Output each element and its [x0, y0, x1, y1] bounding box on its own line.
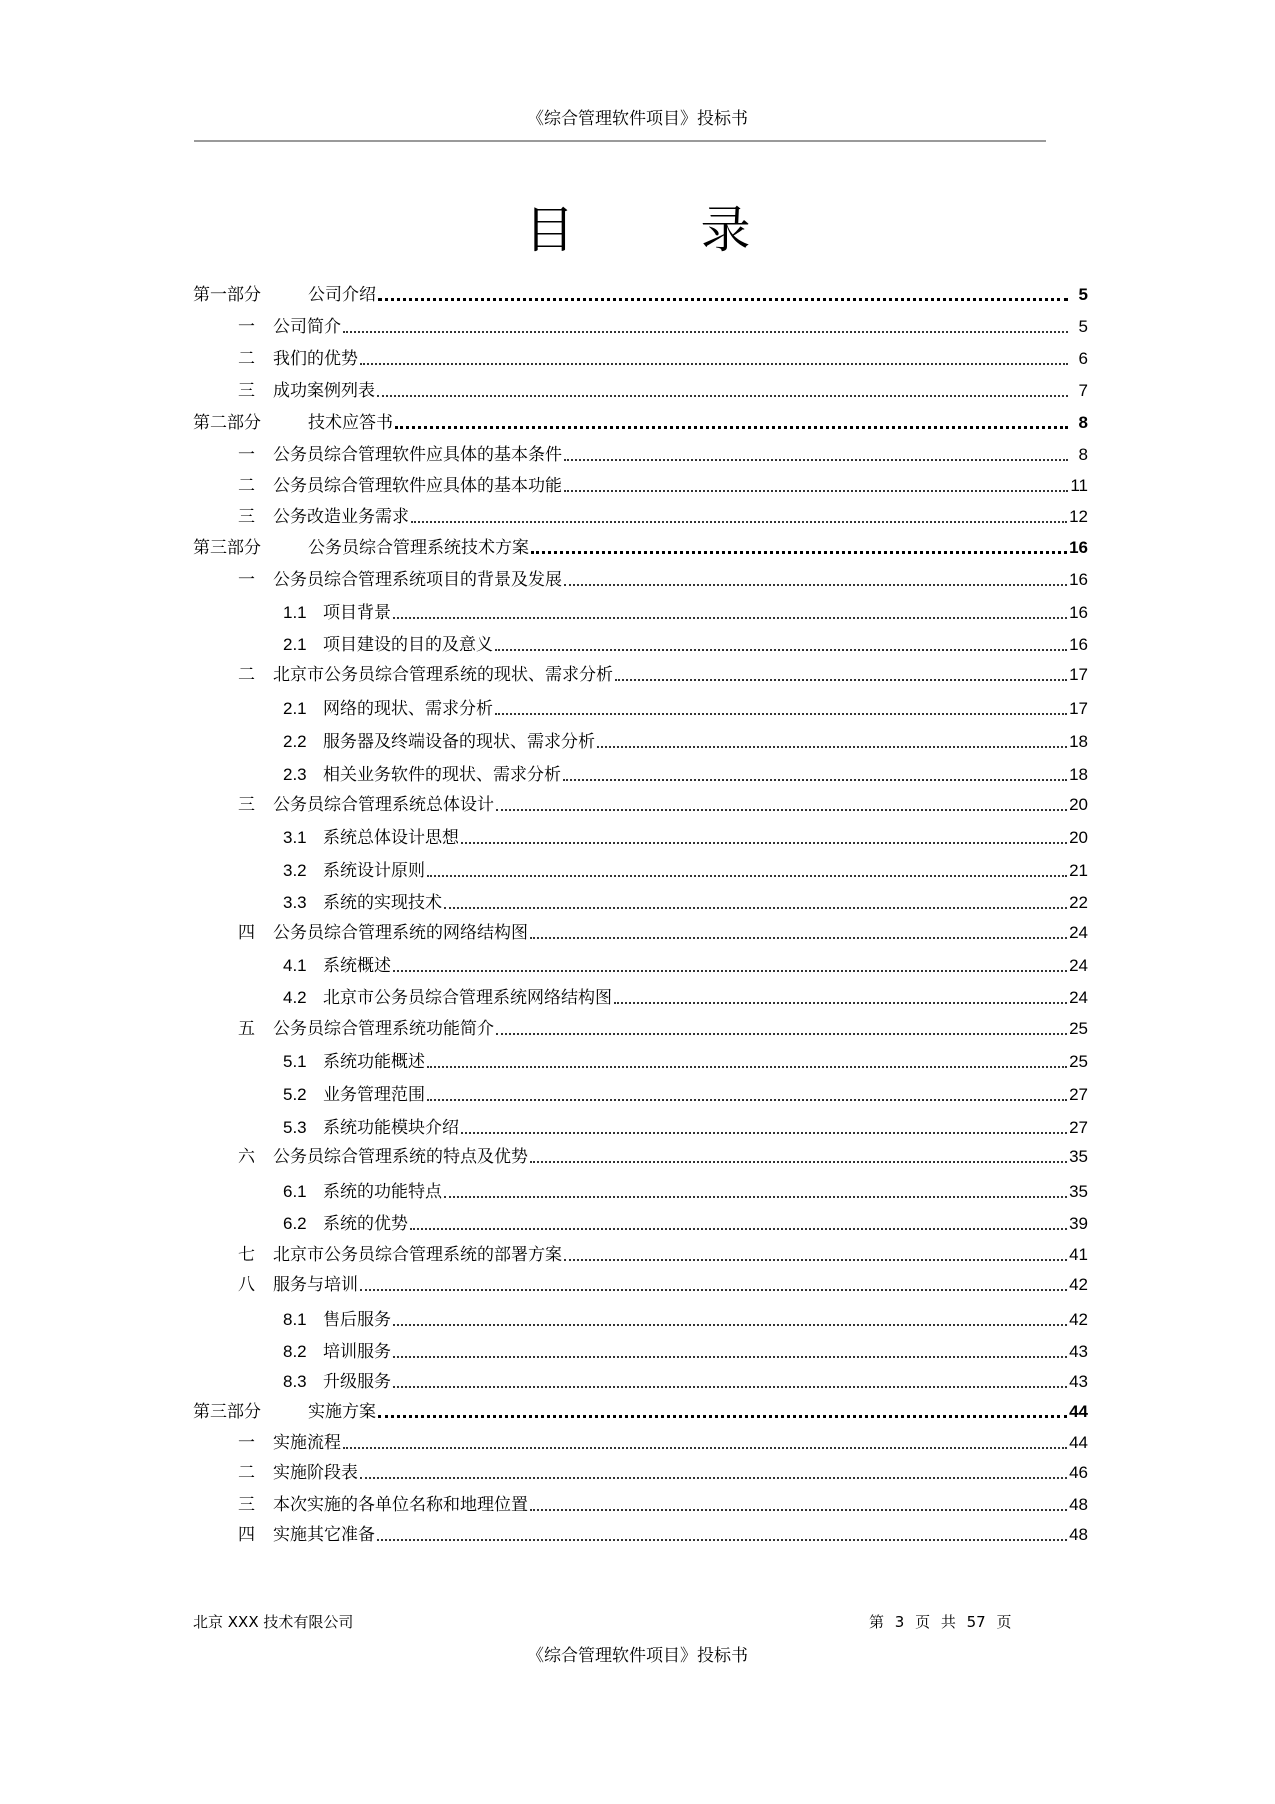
- toc-dot-leader: [461, 818, 1067, 844]
- toc-dot-leader: [360, 339, 1068, 365]
- toc-entry-number: 三: [238, 795, 255, 815]
- toc-entry-title: 实施其它准备: [273, 1525, 375, 1545]
- toc-entry-page: 12: [1069, 507, 1088, 526]
- toc-entry-title: 系统的实现技术: [323, 893, 442, 913]
- toc-entry-number: 六: [238, 1147, 255, 1167]
- toc-entry[interactable]: [193, 1431, 1088, 1455]
- toc-dot-leader: [393, 1300, 1067, 1326]
- toc-entry-page: 18: [1069, 732, 1088, 751]
- toc-entry-page: 27: [1069, 1085, 1088, 1104]
- toc-dot-leader: [427, 1042, 1067, 1068]
- toc-entry[interactable]: [193, 1308, 1088, 1332]
- toc-entry[interactable]: [193, 1340, 1088, 1364]
- toc-entry-title: 系统功能概述: [323, 1052, 425, 1072]
- toc-dot-leader: [377, 371, 1068, 397]
- toc-entry-number: 七: [238, 1245, 255, 1265]
- toc-entry-page: 8: [1078, 445, 1088, 464]
- toc-dot-leader: [378, 274, 1068, 301]
- toc-entry[interactable]: [193, 663, 1088, 687]
- toc-entry-title: 实施流程: [273, 1433, 341, 1453]
- toc-dot-leader: [563, 755, 1067, 781]
- toc-dot-leader: [444, 883, 1067, 909]
- toc-entry-page: 43: [1069, 1342, 1088, 1361]
- toc-entry-number: 二: [238, 476, 255, 496]
- toc-entry[interactable]: [193, 826, 1088, 850]
- toc-entry-page: 41: [1069, 1245, 1088, 1264]
- toc-entry[interactable]: [193, 315, 1088, 339]
- toc-entry-title: 公务员综合管理系统技术方案: [308, 538, 529, 558]
- toc-entry-title: 服务与培训: [273, 1275, 358, 1295]
- toc-entry[interactable]: [193, 474, 1088, 498]
- toc-entry[interactable]: [193, 697, 1088, 721]
- toc-entry-number: 第三部分: [193, 538, 261, 558]
- toc-entry-title: 项目背景: [323, 603, 391, 623]
- toc-entry-title: 售后服务: [323, 1310, 391, 1330]
- toc-entry-title: 公务员综合管理系统项目的背景及发展: [273, 570, 562, 590]
- toc-dot-leader: [393, 593, 1067, 619]
- page-title: 目 录: [524, 201, 806, 259]
- toc-entry[interactable]: [193, 986, 1088, 1010]
- toc-entry[interactable]: [193, 1461, 1088, 1485]
- toc-entry-title: 技术应答书: [308, 413, 393, 433]
- toc-entry-number: 五: [238, 1019, 255, 1039]
- toc-entry[interactable]: [193, 347, 1088, 371]
- toc-dot-leader: [411, 497, 1067, 523]
- toc-entry-title: 北京市公务员综合管理系统网络结构图: [323, 988, 612, 1008]
- toc-entry[interactable]: [193, 1145, 1088, 1169]
- toc-dot-leader: [614, 978, 1067, 1004]
- toc-entry-title: 北京市公务员综合管理系统的现状、需求分析: [273, 665, 613, 685]
- toc-entry[interactable]: [193, 568, 1088, 592]
- toc-entry-title: 服务器及终端设备的现状、需求分析: [323, 732, 595, 752]
- toc-entry-page: 44: [1069, 1402, 1088, 1421]
- toc-entry[interactable]: [193, 1017, 1088, 1041]
- toc-entry-title: 系统总体设计思想: [323, 828, 459, 848]
- toc-entry-page: 6: [1078, 349, 1088, 368]
- toc-entry-title: 公司介绍: [308, 285, 376, 305]
- toc-entry-page: 27: [1069, 1118, 1088, 1137]
- toc-dot-leader: [495, 625, 1067, 651]
- toc-entry-number: 二: [238, 349, 255, 369]
- toc-entry-page: 18: [1069, 765, 1088, 784]
- toc-entry[interactable]: [193, 633, 1088, 657]
- toc-dot-leader: [530, 1137, 1067, 1163]
- toc-entry-title: 项目建设的目的及意义: [323, 635, 493, 655]
- toc-entry-title: 公务员综合管理系统的网络结构图: [273, 923, 528, 943]
- toc-dot-leader: [531, 527, 1067, 554]
- toc-dot-leader: [564, 560, 1067, 586]
- toc-dot-leader: [597, 722, 1067, 748]
- toc-dot-leader: [564, 435, 1068, 461]
- toc-entry[interactable]: [193, 1400, 1088, 1424]
- next-page-header-title: 《综合管理软件项目》投标书: [527, 1646, 748, 1666]
- toc-entry-page: 17: [1069, 665, 1088, 684]
- toc-entry[interactable]: [193, 536, 1088, 560]
- toc-entry-title: 培训服务: [323, 1342, 391, 1362]
- toc-entry-page: 25: [1069, 1052, 1088, 1071]
- toc-entry-page: 5: [1078, 317, 1088, 336]
- toc-entry-page: 16: [1069, 635, 1088, 654]
- toc-entry-number: 第二部分: [193, 413, 261, 433]
- toc-entry[interactable]: [193, 1083, 1088, 1107]
- toc-entry-number: 一: [238, 317, 255, 337]
- toc-entry-title: 系统概述: [323, 956, 391, 976]
- toc-entry[interactable]: [193, 505, 1088, 529]
- toc-entry-number: 3.3: [283, 893, 307, 912]
- toc-entry[interactable]: [193, 411, 1088, 435]
- toc-entry-number: 四: [238, 923, 255, 943]
- toc-entry-title: 公司简介: [273, 317, 341, 337]
- running-header-title: 《综合管理软件项目》投标书: [527, 109, 748, 129]
- toc-entry-number: 2.3: [283, 765, 307, 784]
- toc-entry[interactable]: [193, 1212, 1088, 1236]
- toc-entry-page: 7: [1078, 381, 1088, 400]
- toc-dot-leader: [410, 1204, 1067, 1230]
- toc-entry-page: 24: [1069, 923, 1088, 942]
- toc-dot-leader: [343, 1423, 1067, 1449]
- toc-entry-title: 网络的现状、需求分析: [323, 699, 493, 719]
- toc-entry-title: 公务员综合管理软件应具体的基本功能: [273, 476, 562, 496]
- toc-entry[interactable]: [193, 1523, 1088, 1547]
- toc-entry[interactable]: [193, 379, 1088, 403]
- toc-entry-page: 35: [1069, 1147, 1088, 1166]
- toc-entry-number: 一: [238, 1433, 255, 1453]
- toc-entry-title: 北京市公务员综合管理系统的部署方案: [273, 1245, 562, 1265]
- toc-entry-page: 17: [1069, 699, 1088, 718]
- toc-entry-title: 相关业务软件的现状、需求分析: [323, 765, 561, 785]
- toc-dot-leader: [427, 1075, 1067, 1101]
- toc-entry-page: 24: [1069, 988, 1088, 1007]
- toc-entry[interactable]: [193, 601, 1088, 625]
- toc-entry-page: 42: [1069, 1275, 1088, 1294]
- toc-entry[interactable]: [193, 1493, 1088, 1517]
- toc-dot-leader: [395, 402, 1068, 429]
- toc-entry-page: 42: [1069, 1310, 1088, 1329]
- toc-entry-page: 48: [1069, 1495, 1088, 1514]
- toc-dot-leader: [530, 1485, 1067, 1511]
- toc-dot-leader: [393, 1332, 1067, 1358]
- toc-entry-number: 6.1: [283, 1182, 307, 1201]
- toc-entry[interactable]: [193, 954, 1088, 978]
- toc-entry-page: 22: [1069, 893, 1088, 912]
- toc-dot-leader: [378, 1391, 1067, 1418]
- toc-entry-number: 三: [238, 507, 255, 527]
- toc-entry-number: 8.2: [283, 1342, 307, 1361]
- toc-entry[interactable]: [193, 1243, 1088, 1267]
- toc-entry-title: 公务改造业务需求: [273, 507, 409, 527]
- toc-entry-page: 8: [1078, 413, 1088, 432]
- toc-entry-number: 5.1: [283, 1052, 307, 1071]
- toc-dot-leader: [377, 1515, 1067, 1541]
- toc-dot-leader: [564, 466, 1068, 492]
- toc-entry-page: 5: [1078, 285, 1088, 304]
- toc-dot-leader: [496, 1009, 1067, 1035]
- toc-entry-page: 25: [1069, 1019, 1088, 1038]
- toc-entry-page: 48: [1069, 1525, 1088, 1544]
- toc-entry-title: 系统功能模块介绍: [323, 1118, 459, 1138]
- toc-entry-title: 升级服务: [323, 1372, 391, 1392]
- toc-entry[interactable]: [193, 730, 1088, 754]
- toc-dot-leader: [530, 913, 1067, 939]
- toc-entry-number: 三: [238, 381, 255, 401]
- toc-entry-page: 43: [1069, 1372, 1088, 1391]
- toc-entry-number: 四: [238, 1525, 255, 1545]
- toc-dot-leader: [461, 1108, 1067, 1134]
- toc-entry-page: 16: [1069, 570, 1088, 589]
- toc-dot-leader: [495, 689, 1067, 715]
- toc-entry[interactable]: [193, 763, 1088, 787]
- toc-entry-number: 第一部分: [193, 285, 261, 305]
- toc-entry-number: 5.3: [283, 1118, 307, 1137]
- toc-entry-title: 公务员综合管理软件应具体的基本条件: [273, 445, 562, 465]
- toc-entry-title: 公务员综合管理系统的特点及优势: [273, 1147, 528, 1167]
- toc-entry-number: 8.3: [283, 1372, 307, 1391]
- toc-entry-title: 本次实施的各单位名称和地理位置: [273, 1495, 528, 1515]
- toc-dot-leader: [564, 1235, 1067, 1261]
- toc-entry-number: 2.1: [283, 699, 307, 718]
- toc-entry-title: 系统设计原则: [323, 861, 425, 881]
- toc-entry[interactable]: [193, 1180, 1088, 1204]
- toc-entry-title: 系统的优势: [323, 1214, 408, 1234]
- toc-dot-leader: [360, 1265, 1067, 1291]
- toc-entry-title: 实施方案: [308, 1402, 376, 1422]
- toc-entry-title: 公务员综合管理系统总体设计: [273, 795, 494, 815]
- toc-entry[interactable]: [193, 891, 1088, 915]
- toc-entry-number: 二: [238, 1463, 255, 1483]
- toc-entry-title: 系统的功能特点: [323, 1182, 442, 1202]
- toc-entry-page: 11: [1070, 476, 1088, 495]
- toc-dot-leader: [615, 655, 1067, 681]
- toc-entry-page: 16: [1069, 538, 1088, 557]
- toc-entry[interactable]: [193, 443, 1088, 467]
- toc-entry-number: 八: [238, 1275, 255, 1295]
- toc-entry-number: 3.1: [283, 828, 307, 847]
- toc-entry-title: 我们的优势: [273, 349, 358, 369]
- toc-dot-leader: [496, 785, 1067, 811]
- toc-entry-title: 公务员综合管理系统功能简介: [273, 1019, 494, 1039]
- toc-entry-number: 5.2: [283, 1085, 307, 1104]
- toc-entry[interactable]: [193, 283, 1088, 307]
- toc-entry-number: 2.2: [283, 732, 307, 751]
- toc-entry-number: 第三部分: [193, 1402, 261, 1422]
- toc-dot-leader: [444, 1172, 1067, 1198]
- toc-entry[interactable]: [193, 859, 1088, 883]
- toc-entry-page: 24: [1069, 956, 1088, 975]
- toc-entry-page: 20: [1069, 828, 1088, 847]
- toc-entry-page: 39: [1069, 1214, 1088, 1233]
- toc-entry-number: 4.2: [283, 988, 307, 1007]
- toc-entry-page: 20: [1069, 795, 1088, 814]
- toc-entry-page: 44: [1069, 1433, 1088, 1452]
- toc-entry-page: 21: [1069, 861, 1088, 880]
- toc-entry-page: 46: [1069, 1463, 1088, 1482]
- toc-entry[interactable]: [193, 793, 1088, 817]
- toc-entry-title: 实施阶段表: [273, 1463, 358, 1483]
- toc-dot-leader: [427, 851, 1067, 877]
- footer-page-info: 第 3 页 共 57 页: [869, 1613, 1012, 1631]
- toc-entry-number: 4.1: [283, 956, 307, 975]
- toc-dot-leader: [343, 307, 1068, 333]
- toc-entry-number: 1.1: [283, 603, 307, 622]
- toc-entry-title: 成功案例列表: [273, 381, 375, 401]
- toc-entry[interactable]: [193, 1273, 1088, 1297]
- toc-entry-page: 16: [1069, 603, 1088, 622]
- toc-dot-leader: [393, 946, 1067, 972]
- header-divider: [194, 140, 1046, 142]
- toc-entry-number: 一: [238, 570, 255, 590]
- toc-entry-number: 3.2: [283, 861, 307, 880]
- toc-entry[interactable]: [193, 921, 1088, 945]
- toc-entry[interactable]: [193, 1050, 1088, 1074]
- toc-entry-number: 6.2: [283, 1214, 307, 1233]
- toc-entry-number: 一: [238, 445, 255, 465]
- toc-entry-number: 8.1: [283, 1310, 307, 1329]
- toc-entry-number: 二: [238, 665, 255, 685]
- toc-entry-title: 业务管理范围: [323, 1085, 425, 1105]
- toc-dot-leader: [393, 1362, 1067, 1388]
- toc-entry-number: 2.1: [283, 635, 307, 654]
- toc-dot-leader: [360, 1453, 1067, 1479]
- footer-company: 北京 XXX 技术有限公司: [193, 1613, 354, 1631]
- toc-entry-page: 35: [1069, 1182, 1088, 1201]
- toc-entry-number: 三: [238, 1495, 255, 1515]
